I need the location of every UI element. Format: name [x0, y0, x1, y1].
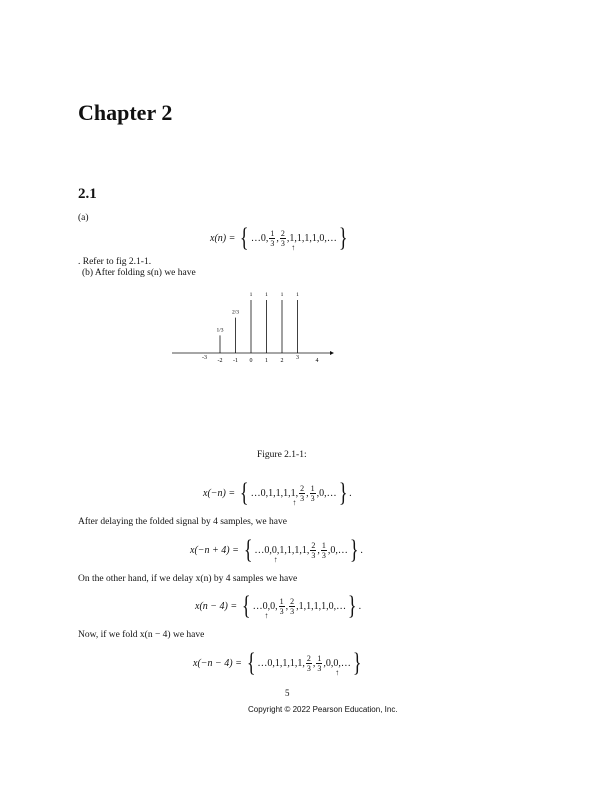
term-text: 1,	[321, 600, 329, 612]
sequence-term	[329, 601, 337, 612]
term-text: 1,	[294, 544, 302, 556]
term-text: 1,	[289, 657, 298, 669]
term-text: 1,	[301, 544, 310, 556]
fraction-denominator: 3	[310, 493, 315, 503]
fraction	[269, 229, 275, 248]
equation-x-minus-n-minus-4	[193, 650, 363, 676]
sequence-term	[267, 658, 275, 669]
tick-label: 1	[265, 358, 268, 364]
fraction-denominator: 3	[311, 550, 316, 560]
term-text: 1,	[296, 232, 305, 244]
chapter-title: Chapter 2	[78, 100, 173, 125]
term-text: 1,	[268, 487, 276, 499]
term-text: 1,	[306, 600, 314, 612]
equation-end: .	[360, 544, 363, 556]
term-text: 0,	[333, 657, 341, 669]
origin-arrow-icon: ↑	[273, 554, 278, 564]
figure-caption: Figure 2.1-1:	[257, 450, 307, 460]
tick-label: 0	[249, 358, 253, 364]
sequence-term	[268, 229, 279, 248]
fraction-numerator: 2	[290, 596, 295, 606]
right-brace: }	[347, 591, 357, 620]
origin-arrow-icon: ↑	[264, 610, 269, 620]
term-text: …	[252, 600, 263, 612]
fraction-numerator: 1	[279, 596, 284, 606]
tick-label: 3	[296, 355, 299, 361]
tick-label: 2	[280, 358, 284, 364]
section-number: 2.1	[78, 186, 97, 202]
term-text: …	[340, 657, 351, 669]
sequence-term	[278, 597, 289, 616]
term-text: 1,	[275, 487, 284, 499]
term-text: 1,	[289, 232, 297, 244]
sequence-term	[312, 233, 320, 244]
part-b-text: (b) After folding s(n) we have	[82, 268, 196, 278]
copyright-notice: Copyright © 2022 Pearson Education, Inc.	[248, 705, 398, 714]
fraction-denominator: 3	[300, 493, 305, 503]
equation-x-n	[210, 225, 349, 251]
right-brace: }	[338, 478, 348, 507]
sequence-term	[271, 544, 280, 564]
fraction-numerator: 1	[321, 540, 326, 550]
separator: ,	[323, 657, 326, 669]
sequence-term	[290, 487, 299, 507]
stem-value-label: 1	[249, 292, 253, 298]
sequence-term	[262, 600, 271, 620]
refer-figure-text: . Refer to fig 2.1-1.	[78, 257, 152, 267]
sequence-term	[290, 658, 298, 669]
separator: ,	[276, 232, 279, 244]
term-text: 0,	[319, 232, 327, 244]
equation-lhs: x(n) =	[210, 232, 236, 244]
equation-lhs: x(n − 4) =	[195, 600, 238, 612]
origin-arrow-icon: ↑	[292, 497, 297, 507]
origin-arrow-icon: ↑	[335, 667, 340, 677]
sequence-term	[316, 487, 327, 499]
separator: ,	[285, 600, 289, 612]
sequence-term	[319, 233, 327, 244]
fraction-numerator: 2	[280, 228, 285, 238]
stem-value-label: 1/3	[216, 327, 224, 334]
sequence-term	[261, 488, 269, 499]
term-text: 1,	[311, 232, 320, 244]
stem-plot-figure	[160, 290, 350, 370]
separator: ,	[312, 657, 316, 669]
left-brace: {	[239, 478, 249, 507]
sequence-term	[336, 601, 346, 612]
sequence-term	[306, 601, 314, 612]
equation-lhs: x(−n + 4) =	[190, 544, 239, 556]
term-text: 1,	[283, 487, 291, 499]
term-text: …	[254, 544, 265, 556]
sequence-term	[341, 658, 351, 669]
term-text: 1,	[274, 657, 283, 669]
sequence-term	[312, 653, 326, 673]
sequence-term	[283, 488, 291, 499]
page-number: 5	[285, 688, 290, 698]
fraction	[310, 484, 316, 503]
term-text: 1,	[282, 657, 290, 669]
sequence-term	[261, 233, 269, 244]
sequence-term	[257, 658, 267, 669]
term-text: …	[336, 600, 347, 612]
stem-value-label: 1	[296, 292, 299, 298]
term-text: 1,	[304, 232, 312, 244]
left-brace: {	[241, 591, 251, 620]
fraction	[280, 229, 286, 248]
sequence-term	[297, 233, 305, 244]
equation-x-minus-n-plus-4	[190, 537, 363, 563]
term-text: 0,	[330, 544, 338, 556]
sequence-term	[321, 601, 329, 612]
fraction-denominator: 3	[279, 606, 284, 616]
fraction-numerator: 2	[306, 653, 311, 663]
term-text: 1,	[290, 487, 299, 499]
term-text: …	[257, 657, 268, 669]
equation-lhs: x(−n − 4) =	[193, 657, 242, 669]
sequence-term	[309, 541, 320, 560]
fraction	[289, 597, 295, 616]
now-fold-text: Now, if we fold x(n − 4) we have	[78, 630, 205, 640]
sequence-term	[326, 658, 334, 669]
sequence-term	[305, 654, 316, 673]
term-text: 0,	[260, 487, 269, 499]
sequence-term	[251, 233, 261, 244]
fraction	[306, 654, 312, 673]
sequence-term	[279, 545, 287, 556]
term-text: 0,	[328, 600, 337, 612]
term-text: 1,	[313, 600, 322, 612]
sequence-term	[304, 233, 312, 244]
term-text: …	[250, 487, 261, 499]
fraction-numerator: 1	[270, 228, 275, 238]
separator: ,	[317, 544, 320, 556]
sequence-term	[302, 545, 310, 556]
sequence-term	[309, 484, 320, 503]
fraction-numerator: 2	[311, 540, 316, 550]
separator: ,	[316, 487, 320, 499]
sequence-term	[333, 657, 341, 677]
right-brace: }	[338, 223, 348, 252]
term-text: …	[326, 232, 337, 244]
fraction-numerator: 1	[310, 483, 315, 493]
left-brace: {	[240, 223, 249, 252]
term-text: 1,	[286, 544, 295, 556]
sequence-term	[253, 601, 263, 612]
separator: ,	[286, 232, 290, 244]
sequence-term	[276, 488, 284, 499]
term-text: 0,	[270, 600, 278, 612]
term-text: 0,	[260, 232, 269, 244]
separator: ,	[327, 544, 331, 556]
term-text: 0,	[262, 600, 271, 612]
fraction-denominator: 3	[270, 238, 275, 248]
stem-value-label: 1	[265, 292, 268, 298]
sequence-term	[279, 229, 290, 248]
stem-value-label: 1	[280, 292, 284, 298]
fraction	[310, 541, 316, 560]
term-text: 1,	[297, 657, 305, 669]
fraction-denominator: 3	[290, 606, 295, 616]
sequence-term	[294, 545, 302, 556]
separator: ,	[296, 600, 299, 612]
equation-x-n-minus-4	[195, 593, 361, 619]
fraction-denominator: 3	[317, 663, 322, 673]
fraction-denominator: 3	[321, 550, 326, 560]
fraction-denominator: 3	[306, 663, 311, 673]
stem-value-label: 2/3	[231, 309, 240, 316]
sequence-term	[270, 601, 278, 612]
term-text: 0,	[267, 657, 275, 669]
origin-arrow-icon: ↑	[291, 242, 296, 252]
equation-end: .	[349, 487, 352, 499]
sequence-term	[299, 601, 307, 612]
part-a-label: (a)	[78, 213, 89, 223]
sequence-term	[286, 232, 297, 252]
sequence-term	[338, 545, 348, 556]
fraction	[279, 597, 285, 616]
sequence-term	[268, 488, 276, 499]
fraction	[321, 541, 327, 560]
tick-label: 4	[315, 358, 319, 364]
equation-x-minus-n	[203, 480, 352, 506]
term-text: 1,	[298, 600, 307, 612]
fraction-numerator: 1	[317, 653, 322, 663]
sequence-term	[314, 601, 322, 612]
fraction-denominator: 3	[280, 238, 285, 248]
term-text: 0,	[264, 544, 272, 556]
tick-label: -2	[217, 358, 223, 364]
left-brace: {	[246, 648, 256, 677]
sequence-term	[287, 545, 295, 556]
term-text: 1,	[279, 544, 287, 556]
delay-folded-text: After delaying the folded signal by 4 samples, we have	[78, 517, 287, 527]
term-text: 0,	[319, 487, 327, 499]
term-text: …	[250, 232, 261, 244]
x-axis-arrow	[330, 351, 334, 355]
sequence-term	[320, 541, 331, 560]
sequence-term	[327, 488, 337, 499]
left-brace: {	[243, 535, 253, 564]
sequence-term	[282, 658, 290, 669]
term-text: …	[326, 487, 337, 499]
equation-lhs: x(−n) =	[203, 487, 236, 499]
term-text: …	[337, 544, 348, 556]
sequence-term	[254, 545, 264, 556]
term-text: 0,	[325, 657, 334, 669]
right-brace: }	[352, 648, 362, 677]
tick-label: -1	[233, 358, 238, 364]
sequence-term	[251, 488, 261, 499]
sequence-term	[298, 484, 309, 503]
term-text: 0,	[271, 544, 280, 556]
sequence-term	[285, 596, 299, 616]
sequence-term	[327, 544, 338, 556]
separator: ,	[306, 487, 309, 499]
sequence-term	[275, 658, 283, 669]
fraction-numerator: 2	[300, 483, 305, 493]
sequence-term	[327, 233, 337, 244]
right-brace: }	[349, 535, 359, 564]
tick-label: -3	[202, 355, 207, 361]
sequence-term	[297, 658, 305, 669]
fraction	[299, 484, 305, 503]
sequence-term	[264, 545, 272, 556]
fraction	[316, 654, 322, 673]
other-hand-text: On the other hand, if we delay x(n) by 4 samples we have	[78, 574, 298, 584]
equation-end: .	[358, 600, 362, 612]
